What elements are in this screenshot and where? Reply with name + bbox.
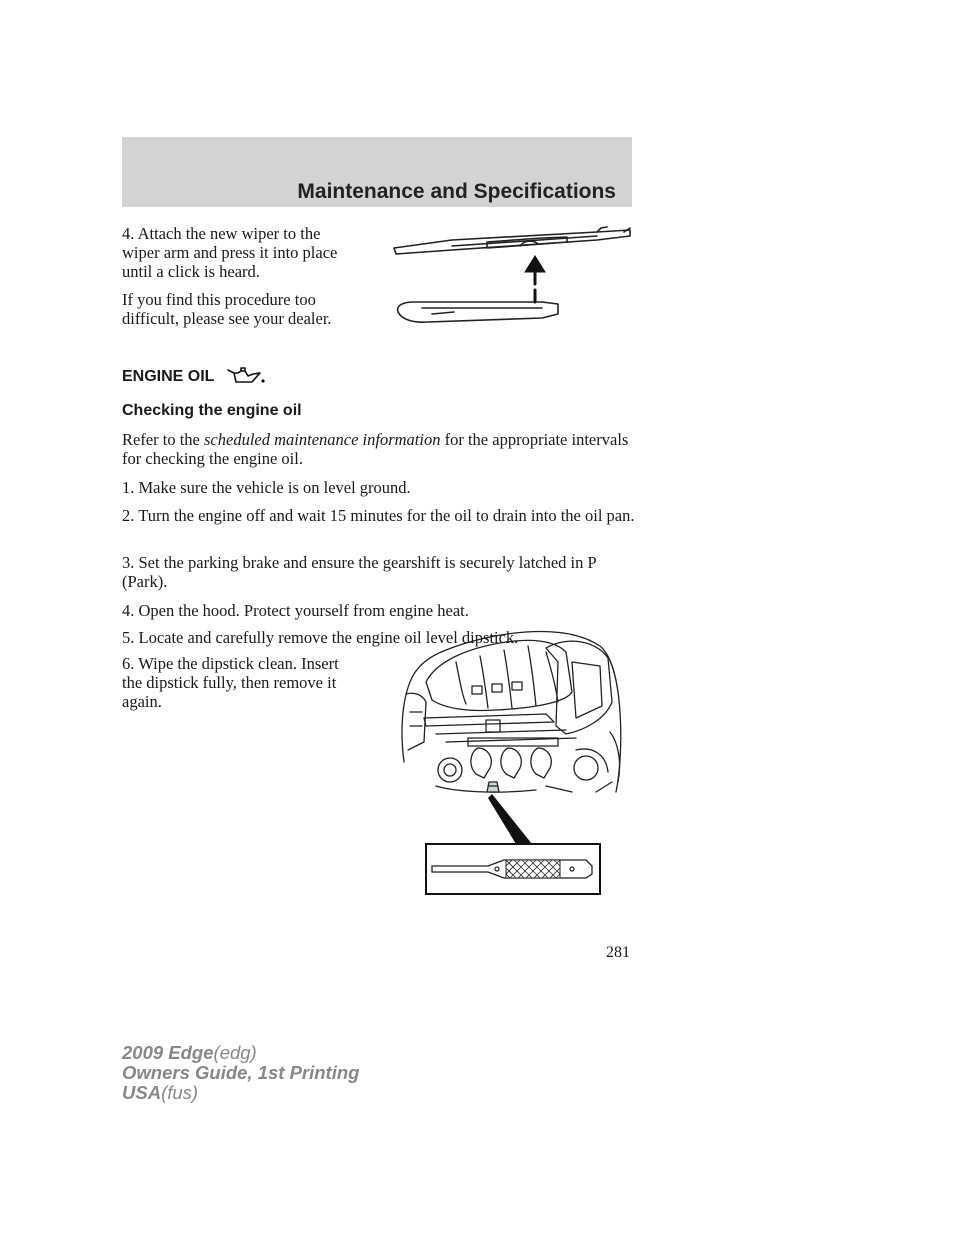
oil-step-1: 1. Make sure the vehicle is on level ground. — [122, 478, 411, 497]
oil-step-4: 4. Open the hood. Protect yourself from engine heat. — [122, 601, 469, 620]
dealer-note: If you find this procedure too difficult, please see your dealer. — [122, 290, 332, 328]
wiper-step-4: 4. Attach the new wiper to the wiper arm and press it into place until a click is heard. — [122, 224, 338, 281]
oil-step-3: 3. Set the parking brake and ensure the gearshift is securely latched in P (Park). — [122, 553, 597, 591]
section-header-band — [122, 137, 632, 207]
oil-step-5: 5. Locate and carefully remove the engine oil level dipstick. — [122, 628, 519, 647]
wiper-blade-illustration — [392, 222, 638, 332]
engine-dipstick-illustration — [396, 622, 628, 900]
section-title: Maintenance and Specifications — [297, 180, 616, 203]
intro-paragraph: Refer to the scheduled maintenance information for the appropriate intervals for checking the engine oil. — [122, 430, 629, 468]
print-footer — [122, 1043, 359, 1103]
scheduled-maintenance-reference: scheduled maintenance information — [204, 430, 441, 449]
oil-can-icon — [226, 364, 266, 386]
checking-oil-subheading: Checking the engine oil — [122, 402, 302, 419]
oil-step-2: 2. Turn the engine off and wait 15 minutes for the oil to drain into the oil pan. — [122, 506, 635, 525]
oil-step-6: 6. Wipe the dipstick clean. Insert the dipstick fully, then remove it again. — [122, 654, 339, 711]
footer-line-2: Owners Guide, 1st Printing — [122, 1062, 360, 1083]
page-number: 281 — [606, 944, 630, 961]
engine-oil-heading: ENGINE OIL — [122, 368, 215, 385]
footer-line-3: USA(fus) — [122, 1082, 199, 1103]
footer-line-1: 2009 Edge(edg) — [122, 1042, 257, 1063]
